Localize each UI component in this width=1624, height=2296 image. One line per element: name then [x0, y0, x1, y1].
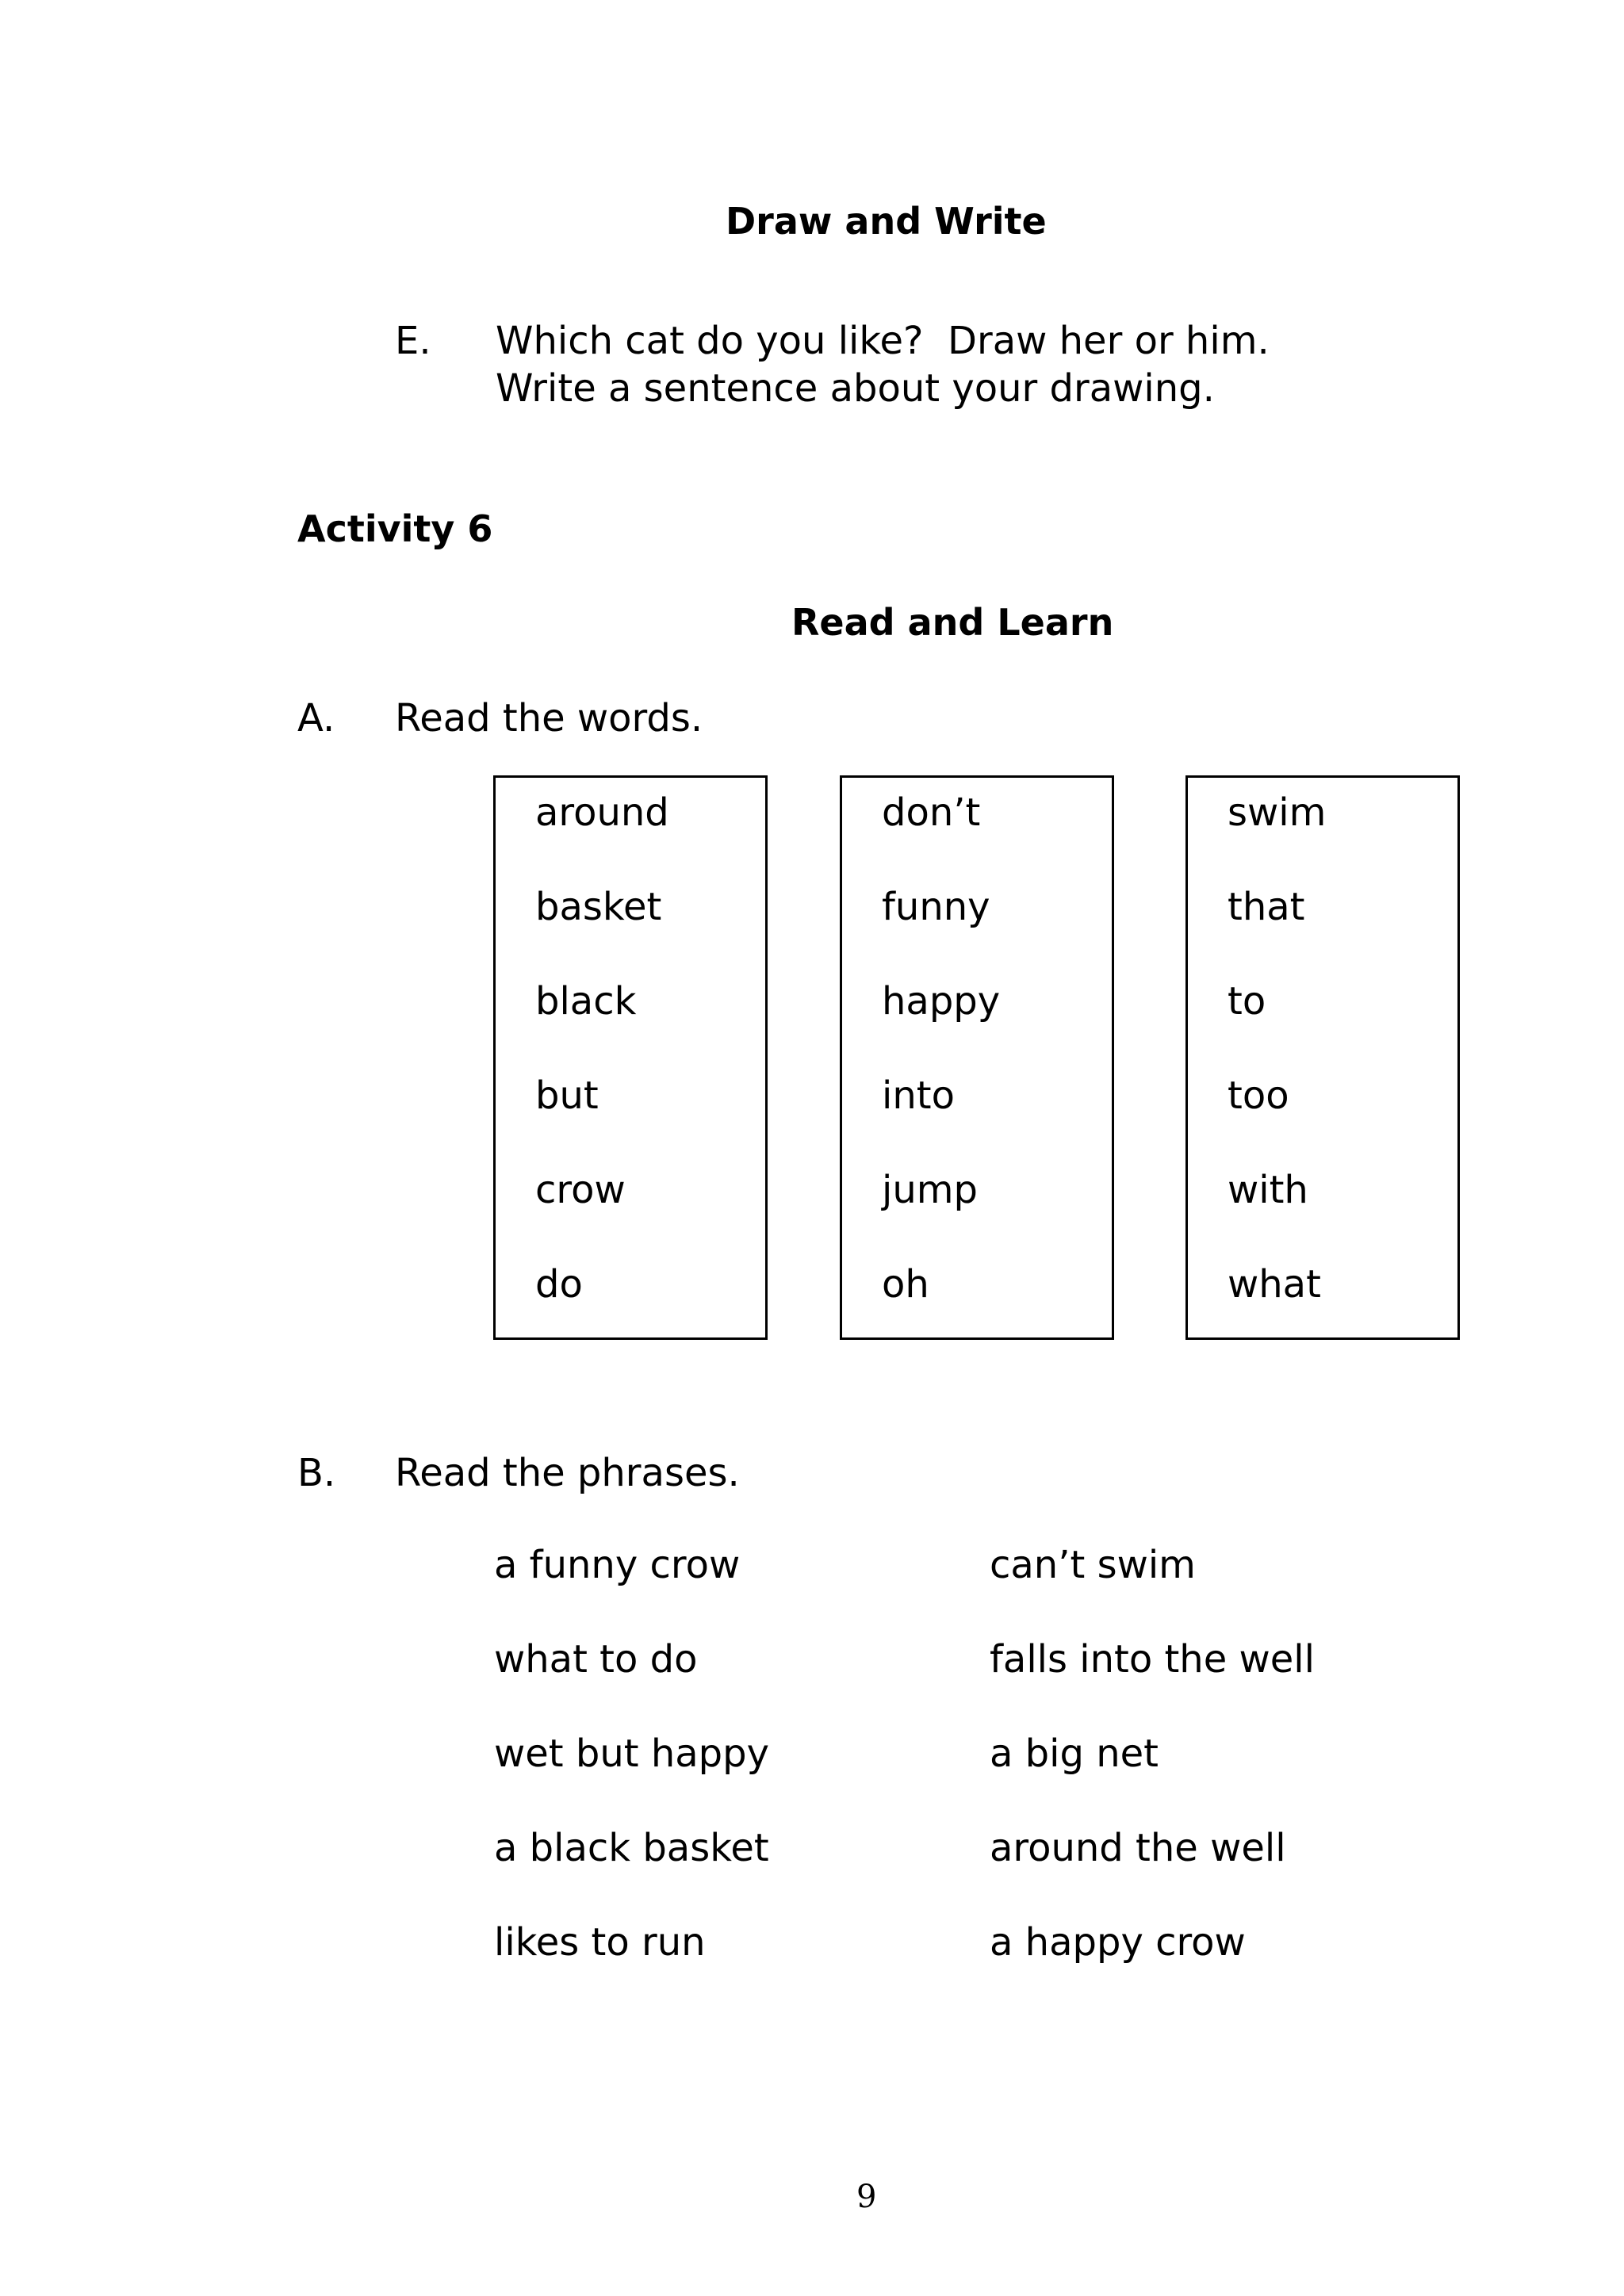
- phrase-item: around the well: [990, 1826, 1286, 1870]
- phrase-item: a funny crow: [494, 1543, 741, 1587]
- word-box-3: [1185, 775, 1460, 1340]
- activity-title: Activity 6: [297, 507, 493, 550]
- draw-write-heading: Draw and Write: [726, 200, 1047, 243]
- word-item: happy: [882, 979, 1001, 1024]
- phrase-item: a big net: [990, 1732, 1159, 1776]
- word-item: too: [1228, 1073, 1289, 1118]
- word-item: around: [535, 790, 669, 835]
- part-a-label: A.: [297, 696, 335, 740]
- word-item: what: [1228, 1262, 1321, 1307]
- word-item: black: [535, 979, 637, 1024]
- word-item: funny: [882, 885, 990, 929]
- word-item: do: [535, 1262, 583, 1307]
- item-e-label: E.: [395, 319, 431, 363]
- word-item: jump: [882, 1168, 978, 1212]
- item-e-line2: Write a sentence about your drawing.: [496, 366, 1215, 411]
- phrase-item: likes to run: [494, 1920, 706, 1965]
- word-box-2: [840, 775, 1114, 1340]
- phrase-item: a black basket: [494, 1826, 769, 1870]
- phrase-item: what to do: [494, 1637, 698, 1682]
- word-item: with: [1228, 1168, 1308, 1212]
- word-item: don’t: [882, 790, 981, 835]
- word-item: crow: [535, 1168, 626, 1212]
- part-b-instruction: Read the phrases.: [395, 1451, 740, 1495]
- word-item: but: [535, 1073, 599, 1118]
- item-e-line1: Which cat do you like? Draw her or him.: [496, 319, 1270, 363]
- word-box-1: [493, 775, 768, 1340]
- word-item: that: [1228, 885, 1305, 929]
- phrase-item: a happy crow: [990, 1920, 1246, 1965]
- word-item: oh: [882, 1262, 929, 1307]
- word-item: into: [882, 1073, 955, 1118]
- phrase-item: wet but happy: [494, 1732, 770, 1776]
- word-item: basket: [535, 885, 662, 929]
- part-b-label: B.: [297, 1451, 336, 1495]
- phrase-item: can’t swim: [990, 1543, 1196, 1587]
- phrase-item: falls into the well: [990, 1637, 1315, 1682]
- read-learn-heading: Read and Learn: [791, 601, 1114, 644]
- page-number: 9: [856, 2179, 877, 2215]
- part-a-instruction: Read the words.: [395, 696, 703, 740]
- word-item: to: [1228, 979, 1266, 1024]
- word-item: swim: [1228, 790, 1327, 835]
